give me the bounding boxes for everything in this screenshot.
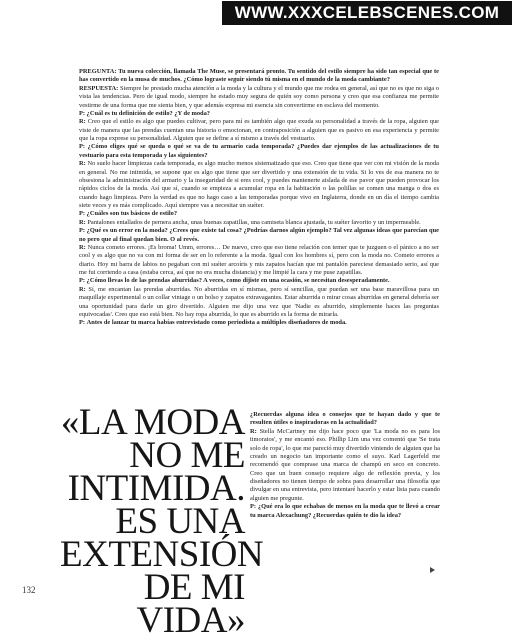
paragraph-text: Stella McCartney me dijo hace poco que 'La moda no es para los timoratos', y me encantó eso. Phillip Lim una vez comentó que 'Se trata solo de ropa', lo que me pareció muy divertido viniendo de alguien que ha creado un negocio tan importante como el suyo. Karl Lagerfeld me recomendó que comprase una marca de champú en seco en concreto. Creo que un buen consejo requiere algo de reflexión previa, y los diseñadores no tienen tiempo de sobra para desarrollar una filosofía que divulgar en una entrevista, pero intentaré hacerlo y estar lista para cuando alguien me pregunte. xyxy=(250,427,440,502)
watermark-text: WWW.XXXCELEBSCENES.COM xyxy=(234,3,500,22)
paragraph-text: Siempre he prestado mucha atención a la moda y la cultura y el mundo que me rodea en general, así que no es que no siga o vista las tendencias. Pero de igual modo, siempre he estado muy segura de quién soy como persona y creo que esa confianza me permite vestirme de una forma que me sienta bien, y que además expresa mi esencia sin convertirme en esclava del momento. xyxy=(79,84,439,109)
paragraph-label: R: xyxy=(79,218,86,226)
interview-paragraph xyxy=(250,428,440,503)
paragraph-label: P: xyxy=(79,277,86,285)
interview-paragraph xyxy=(79,143,439,160)
paragraph-label: P: xyxy=(250,503,257,511)
interview-paragraph xyxy=(79,110,439,118)
paragraph-text: Sí, me encantan las prendas aburridas. No aburridas en sí mismas, pero sí sencillas, que puedan ser una base maravillosa para un maquillaje experimental o un collar vintage o un bolso y zapatos extravagantes. Estar aburrida o mirar cosas aburridas en general debería ser una oportunidad para darle un giro divertido. Alguien me dijo una vez que 'Nadie es aburrido, simplemente haces las preguntas equivocadas'. Creo que eso está bien. No hay ropa aburrida, lo que es aburrido es la forma de mirarla. xyxy=(79,285,439,318)
paragraph-text: No suelo hacer limpiezas cada temporada, es algo mucho menos sistematizado que eso. Creo que tiene que ver con mi visión de la moda en general. No me intimida, se supone que es algo que tiene que ser divertido y una extensión de tu vida. Si lo ves de esa manera no te obsesiona la administración del armario y la inseguridad de si eres cool, y puedes mantenerte aislada de ese pavor que pueden provocar los rápidos ciclos de la moda. Así que sí, cuando se empieza a acumular ropa en la habitación o las polillas se comen una manga o dos es cuando hago limpieza. Pero la verdad es que no hago caso a las temporadas porque vivo en Inglaterra, donde en un día el tiempo cambia siete veces y es más complicado. Aquí siempre vas a necesitar un suéter. xyxy=(79,160,439,209)
interview-paragraph xyxy=(250,411,440,428)
interview-paragraph xyxy=(79,286,439,320)
paragraph-text: ¿Qué era lo que echabas de menos en la moda que te llevó a crear tu marca Alexachung? ¿Recuerdas quién te dio la idea? xyxy=(250,503,440,519)
interview-paragraph xyxy=(79,118,439,143)
paragraph-text: ¿Recuerdas alguna idea o consejos que te hayan dado y que te resulten útiles o inspiradoras en la actualidad? xyxy=(250,411,440,427)
page-number: 132 xyxy=(22,585,36,595)
interview-paragraph xyxy=(79,210,439,218)
paragraph-label: R: xyxy=(250,427,257,435)
paragraph-text: Tu nueva colección, llamada The Muse, se presentará pronto. Tu sentido del estilo siempre ha sido tan especial que te has convertido en la musa de muchos. ¿Cómo lograste seguir siendo tú misma en el mundo de la moda cambiante? xyxy=(79,68,439,84)
interview-paragraph xyxy=(79,85,439,110)
paragraph-text: Nunca cometo errores. ¡Es broma! Umm, errores… De nuevo, creo que eso tiene relación con temer que te juzguen o el pánico a no ser cool y es algo que no va con mi forma de ser en lo referente a la moda. Igual con los hombres sí, pero con la moda no. Cometo errores a diario. Hoy mi barra de labios no pegaban con mi suéter arcoíris y mis zapatos hacían que mi pantalón pareciese demasiado serio, así que me fui corriendo a casa (estaba cerca, así que no era mucha distancia) y me limpié la cara y me puse zapatillas. xyxy=(79,243,439,276)
paragraph-label: P: xyxy=(79,227,86,235)
interview-paragraph xyxy=(79,227,439,244)
paragraph-label: R: xyxy=(79,285,86,293)
interview-paragraph xyxy=(79,68,439,85)
interview-paragraph xyxy=(79,319,439,327)
paragraph-text: Antes de lanzar tu marca habías entrevistado como periodista a múltiples diseñadores de moda. xyxy=(86,319,347,327)
interview-right-column xyxy=(250,411,440,520)
paragraph-label: R: xyxy=(79,243,86,251)
interview-paragraph xyxy=(79,244,439,278)
paragraph-text: ¿Cuál es tu definición de estilo? ¿Y de moda? xyxy=(86,109,210,117)
paragraph-label: R: xyxy=(79,160,86,168)
paragraph-label: PREGUNTA: xyxy=(79,68,117,75)
paragraph-text: ¿Cómo eliges qué se queda o qué se va de tu armario cada temporada? ¿Puedes dar ejemplos de las actualizaciones de tu vestuario para esta temporada y las siguientes? xyxy=(79,143,439,159)
pull-quote: «LA MODA NO ME INTIMIDA. ES UNA EXTENSIÓN DE MI VIDA» xyxy=(60,402,264,641)
interview-paragraph xyxy=(79,160,439,210)
paragraph-label: P: xyxy=(79,319,86,327)
paragraph-text: ¿Cuáles son tus básicos de estilo? xyxy=(86,210,178,218)
paragraph-label: P: xyxy=(79,210,86,218)
paragraph-label: RESPUESTA: xyxy=(79,84,119,92)
paragraph-label: R: xyxy=(79,118,86,126)
watermark-banner xyxy=(222,1,512,25)
paragraph-text: ¿Cómo llevas lo de las prendas aburridas? A veces, como dijiste en una ocasión, se necesitan desesperadamente. xyxy=(86,277,390,285)
interview-paragraph xyxy=(250,503,440,520)
interview-paragraph xyxy=(79,219,439,227)
end-of-article-marker-icon xyxy=(430,567,435,573)
interview-paragraph xyxy=(79,277,439,285)
paragraph-text: Pantalones entallados de pernera ancha, unas buenas zapatillas, una camiseta blanca ajustada, tu suéter favorito y un impermeable. xyxy=(87,218,421,226)
paragraph-label: P: xyxy=(79,143,86,151)
paragraph-label: P: xyxy=(79,109,86,117)
paragraph-text: Creo que el estilo es algo que puedes cultivar, pero para mí es también algo que exuda su personalidad a través de la ropa, alguien que viste de manera que las prendas cuentan una historia o emocionan, en contraposición a alguien que es pasivo en esa experiencia y permite que la ropa exprese su personalidad. Alguien que se define a sí mismo a través del vestuario. xyxy=(79,118,439,142)
paragraph-text: ¿Qué es un error en la moda? ¿Crees que existe tal cosa? ¿Podrías darnos algún ejemplo? Tal vez algunas ideas que parecían que no pero que al final quedan bien. O al revés. xyxy=(79,227,439,243)
interview-main-column xyxy=(79,68,439,328)
